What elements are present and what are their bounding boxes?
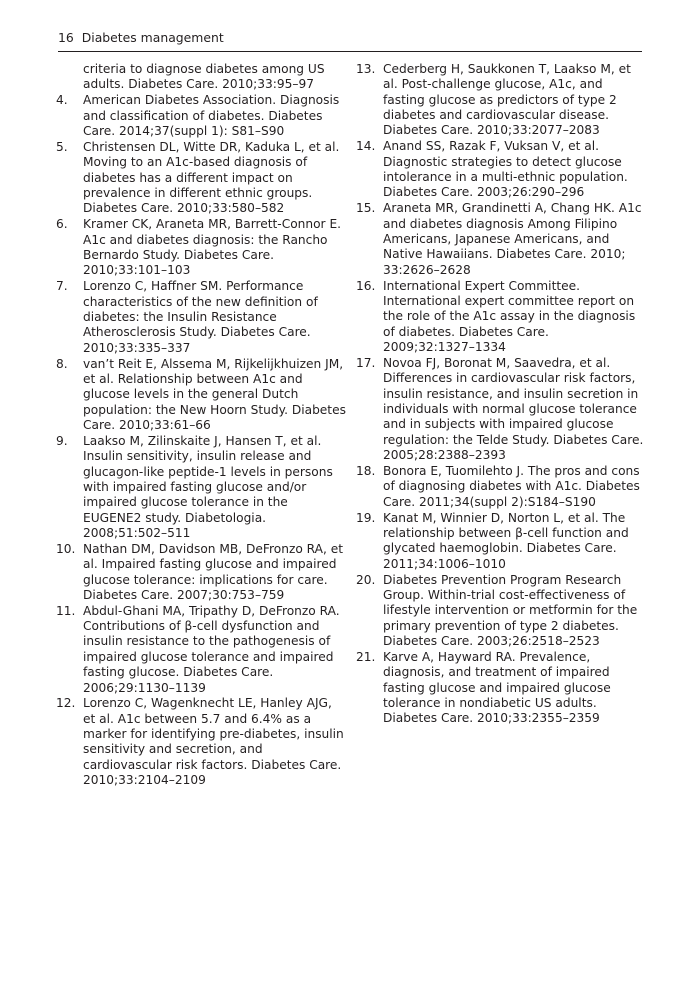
reference-text: Nathan DM, Davidson MB, DeFronzo RA, et al. Impaired fasting glucose and impaired glucose tolerance: implications for care. Diabetes Care. 2007;30:753–759 <box>83 541 344 602</box>
page-number: 16 <box>58 30 74 45</box>
reference-number: 17. <box>356 355 376 370</box>
reference-item <box>356 573 644 650</box>
reference-number: 21. <box>356 649 376 664</box>
reference-item <box>56 696 346 788</box>
reference-text: Kramer CK, Araneta MR, Barrett-Connor E. A1c and diabetes diagnosis: the Rancho Bernardo Study. Diabetes Care. 2010;33:101–103 <box>83 217 342 278</box>
reference-item <box>56 542 346 603</box>
reference-item <box>56 434 346 541</box>
reference-text: Lorenzo C, Haffner SM. Performance characteristics of the new definition of diabetes: the Insulin Resistance Atherosclerosis Study. Diabetes Care. 2010;33:335–337 <box>83 279 318 355</box>
reference-number: 8. <box>56 356 68 371</box>
reference-item <box>356 62 644 139</box>
reference-item <box>356 650 644 727</box>
references-column-left <box>56 62 346 789</box>
reference-number: 5. <box>56 139 68 154</box>
reference-text: van’t Reit E, Alssema M, Rijkelijkhuizen JM, et al. Relationship between A1c and glucose levels in the general Dutch population: the New Hoorn Study. Diabetes Care. 2010;33:61–66 <box>83 356 346 432</box>
reference-item <box>56 217 346 278</box>
reference-text: Anand SS, Razak F, Vuksan V, et al. Diagnostic strategies to detect glucose intolerance in a multi-ethnic population. Diabetes Care. 2003;26:290–296 <box>383 139 628 200</box>
reference-text: Laakso M, Zilinskaite J, Hansen T, et al. Insulin sensitivity, insulin release and glucagon-like peptide-1 levels in persons with impaired fasting glucose and/or impaired glucose tolerance in the EUGENE2 study. Diabetologia. 2008;51:502–511 <box>83 433 333 540</box>
reference-number: 10. <box>56 541 76 556</box>
reference-number: 13. <box>356 62 376 76</box>
reference-number: 12. <box>56 696 76 711</box>
reference-item <box>356 201 644 278</box>
reference-number: 18. <box>356 463 376 478</box>
reference-number: 11. <box>56 603 76 618</box>
reference-item <box>56 357 346 434</box>
reference-text: Christensen DL, Witte DR, Kaduka L, et al. Moving to an A1c-based diagnosis of diabetes has a different impact on prevalence in different ethnic groups. Diabetes Care. 2010;33:580–582 <box>83 139 340 216</box>
reference-item <box>56 604 346 696</box>
reference-item <box>356 511 644 572</box>
reference-text: International Expert Committee. International expert committee report on the role of the A1c assay in the diagnosis of diabetes. Diabetes Care. 2009;32:1327–1334 <box>383 278 636 354</box>
reference-text: Cederberg H, Saukkonen T, Laakso M, et al. Post-challenge glucose, A1c, and fasting glucose as predictors of type 2 diabetes and cardiovascular disease. Diabetes Care. 2010;33:2077–2083 <box>383 62 631 138</box>
reference-number: 19. <box>356 510 376 525</box>
reference-number: 7. <box>56 279 68 294</box>
reference-text: Araneta MR, Grandinetti A, Chang HK. A1c and diabetes diagnosis Among Filipino Americans, Japanese Americans, and Native Hawaiians. Diabetes Care. 2010; 33:2626–2628 <box>383 201 642 277</box>
reference-number: 4. <box>56 93 68 108</box>
reference-item <box>356 356 644 463</box>
reference-number: 20. <box>356 572 376 587</box>
reference-item <box>356 139 644 200</box>
reference-number: 14. <box>356 139 376 154</box>
references-column-right <box>356 62 644 727</box>
reference-text: Karve A, Hayward RA. Prevalence, diagnosis, and treatment of impaired fasting glucose and impaired glucose tolerance in nondiabetic US adults. Diabetes Care. 2010;33:2355–2359 <box>383 649 611 726</box>
reference-text: criteria to diagnose diabetes among US adults. Diabetes Care. 2010;33:95–97 <box>83 62 325 92</box>
reference-text: Novoa FJ, Boronat M, Saavedra, et al. Differences in cardiovascular risk factors, insulin resistance, and insulin secretion in individuals with normal glucose tolerance and in subjects with impaired glucose regulation: the Telde Study. Diabetes Care. 2005;28:2388–2393 <box>383 355 644 462</box>
reference-text: Kanat M, Winnier D, Norton L, et al. The relationship between β-cell function and glycated haemoglobin. Diabetes Care. 2011;34:1006–1010 <box>383 510 629 571</box>
running-title: Diabetes management <box>81 30 224 45</box>
reference-text: Lorenzo C, Wagenknecht LE, Hanley AJG, et al. A1c between 5.7 and 6.4% as a marker for identifying pre-diabetes, insulin sensitivity and secretion, and cardiovascular risk factors. Diabetes Care. 2010;33:2104–2109 <box>83 696 344 788</box>
reference-item <box>56 93 346 139</box>
reference-item <box>56 62 346 93</box>
reference-number: 16. <box>356 278 376 293</box>
reference-number: 6. <box>56 217 68 232</box>
reference-text: Abdul-Ghani MA, Tripathy D, DeFronzo RA. Contributions of β-cell dysfunction and insulin resistance to the pathogenesis of impaired glucose tolerance and impaired fasting glucose. Diabetes Care. 2006;29:1130–1139 <box>83 603 340 695</box>
reference-item <box>356 279 644 356</box>
running-header <box>58 30 642 52</box>
reference-text: Bonora E, Tuomilehto J. The pros and cons of diagnosing diabetes with A1c. Diabetes Care. 2011;34(suppl 2):S184–S190 <box>383 463 640 509</box>
reference-number: 15. <box>356 201 376 216</box>
reference-text: American Diabetes Association. Diagnosis and classification of diabetes. Diabetes Care. 2014;37(suppl 1): S81–S90 <box>83 93 340 138</box>
reference-item <box>56 279 346 356</box>
reference-item <box>356 464 644 510</box>
reference-number: 9. <box>56 433 68 448</box>
reference-item <box>56 140 346 217</box>
reference-text: Diabetes Prevention Program Research Group. Within-trial cost-effectiveness of lifestyle intervention or metformin for the primary prevention of type 2 diabetes. Diabetes Care. 2003;26:2518–2523 <box>383 572 638 648</box>
